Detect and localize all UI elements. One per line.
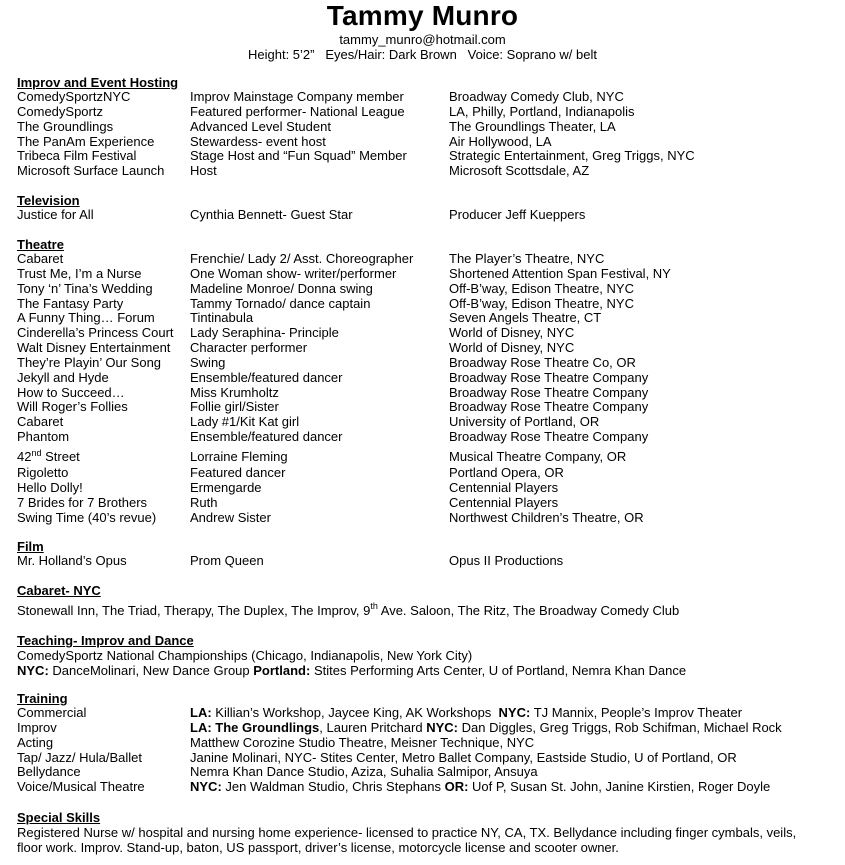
credit-title: Tony ‘n’ Tina’s Wedding [17, 280, 153, 296]
section-improv-hosting [17, 76, 832, 179]
credit-venue: Seven Angels Theatre, CT [449, 310, 602, 326]
credit-title: 7 Brides for 7 Brothers [17, 494, 148, 510]
credit-row [17, 135, 832, 150]
section-title-teaching: Teaching- Improv and Dance [17, 633, 194, 648]
section-special-skills [17, 811, 817, 855]
credit-row [17, 90, 832, 105]
credit-row [17, 466, 832, 481]
credit-row [17, 341, 832, 356]
credit-venue: University of Portland, OR [449, 414, 600, 430]
credit-row [17, 297, 832, 312]
credit-role: Ermengarde [190, 479, 262, 495]
theatre-credit-list [17, 252, 832, 445]
credit-venue: Broadway Rose Theatre Company [449, 429, 649, 445]
credit-role: Stage Host and “Fun Squad” Member [190, 148, 407, 164]
special-skills-text: Registered Nurse w/ hospital and nursing home experience- licensed to practice NY, CA, TX. Bellydance including finger cymbals, veils, floor work. Improv. Stand-up, baton, US passport, driver’s license, motorcycle license and scooter owner. [17, 825, 797, 855]
physical-stats: Height: 5’2” Eyes/Hair: Dark Brown Voice: Soprano w/ belt [248, 47, 597, 62]
credit-venue: Producer Jeff Kueppers [449, 207, 586, 222]
credit-role: Host [190, 163, 217, 179]
credit-venue: LA, Philly, Portland, Indianapolis [449, 103, 635, 119]
section-title-skills: Special Skills [17, 810, 101, 825]
training-label: Tap/ Jazz/ Hula/Ballet [17, 749, 143, 765]
credit-row [17, 356, 832, 371]
credit-role: Lady Seraphina- Principle [190, 325, 339, 341]
training-detail: LA: Killian’s Workshop, Jaycee King, AK Workshops NYC: TJ Mannix, People’s Improv Theater [190, 705, 743, 720]
teaching-line-1: ComedySportz National Championships (Chicago, Indianapolis, New York City) [17, 648, 473, 663]
credit-venue: Broadway Rose Theatre Company [449, 399, 649, 415]
credit-role: Advanced Level Student [190, 118, 331, 134]
credit-row [17, 208, 832, 223]
training-detail: Matthew Corozine Studio Theatre, Meisner Technique, NYC [190, 734, 535, 750]
credit-role: Lorraine Fleming [190, 448, 288, 464]
credit-title: ComedySportzNYC [17, 89, 131, 104]
training-row-acting [17, 736, 832, 751]
credit-role: Improv Mainstage Company member [190, 89, 404, 104]
credit-venue: Shortened Attention Span Festival, NY [449, 265, 671, 281]
credit-title: 42nd Street [17, 447, 80, 464]
training-detail: NYC: Jen Waldman Studio, Chris Stephans OR: Uof P, Susan St. John, Janine Kirstien, Roger Doyle [190, 779, 771, 795]
credit-venue: Microsoft Scottsdale, AZ [449, 163, 590, 179]
credit-role: One Woman show- writer/performer [190, 265, 397, 281]
credit-venue: World of Disney, NYC [449, 340, 575, 356]
section-title-training: Training [17, 691, 68, 706]
section-film [17, 540, 832, 569]
training-label: Voice/Musical Theatre [17, 779, 145, 795]
credit-row [17, 371, 832, 386]
credit-role: Prom Queen [190, 553, 264, 568]
training-row-voice [17, 780, 832, 795]
section-television [17, 194, 832, 223]
credit-venue: Opus II Productions [449, 553, 564, 568]
credit-title: How to Succeed… [17, 384, 125, 400]
training-detail: Nemra Khan Dance Studio, Aziza, Suhalia Salmipor, Ansuya [190, 764, 538, 780]
film-credit-list [17, 554, 832, 569]
credit-role: Featured performer- National League [190, 103, 405, 119]
credit-venue: The Groundlings Theater, LA [449, 118, 616, 134]
credit-row [17, 311, 832, 326]
credit-venue: Air Hollywood, LA [449, 133, 552, 149]
cabaret-venues: Stonewall Inn, The Triad, Therapy, The Duplex, The Improv, 9th Ave. Saloon, The Ritz, The Broadway Comedy Club [17, 601, 680, 618]
credit-role: Ruth [190, 494, 218, 510]
credit-title: Mr. Holland’s Opus [17, 553, 127, 568]
credit-role: Miss Krumholtz [190, 384, 279, 400]
credit-row [17, 445, 832, 466]
training-detail: Janine Molinari, NYC- Stites Center, Metro Ballet Company, Eastside Studio, U of Portland, OR [190, 749, 737, 765]
credit-venue: Strategic Entertainment, Greg Triggs, NYC [449, 148, 695, 164]
section-title-theatre: Theatre [17, 237, 64, 252]
training-label: Bellydance [17, 764, 81, 780]
credit-title: The Groundlings [17, 118, 114, 134]
credit-row [17, 554, 832, 569]
email-address: tammy_munro@hotmail.com [339, 32, 506, 47]
credit-title: Cinderella’s Princess Court [17, 325, 174, 341]
credit-role: Ensemble/featured dancer [190, 369, 343, 385]
section-cabaret [17, 584, 832, 618]
credit-role: Tintinabula [190, 310, 254, 326]
credit-row [17, 149, 832, 164]
credit-title: Microsoft Surface Launch [17, 163, 165, 179]
credit-title: Phantom [17, 429, 70, 445]
credit-role: Madeline Monroe/ Donna swing [190, 280, 373, 296]
credit-row [17, 430, 832, 445]
credit-venue: Broadway Rose Theatre Company [449, 384, 649, 400]
training-label: Acting [17, 734, 54, 750]
improv-credit-list [17, 90, 832, 179]
credit-title: Will Roger’s Follies [17, 399, 128, 415]
credit-venue: Portland Opera, OR [449, 464, 564, 480]
credit-venue: Centennial Players [449, 494, 559, 510]
credit-title: Hello Dolly! [17, 479, 83, 495]
section-theatre [17, 238, 832, 525]
training-detail: LA: The Groundlings, Lauren Pritchard NYC: Dan Diggles, Greg Triggs, Rob Schifman, Michael Rock [190, 719, 782, 735]
credit-role: Frenchie/ Lady 2/ Asst. Choreographer [190, 251, 414, 266]
credit-row [17, 386, 832, 401]
teaching-line-2: NYC: DanceMolinari, New Dance Group Portland: Stites Performing Arts Center, U of Portland, Nemra Khan Dance [17, 663, 687, 678]
credit-title: The Fantasy Party [17, 295, 124, 311]
credit-row [17, 326, 832, 341]
resume-header [0, 0, 845, 62]
training-label: Improv [17, 719, 57, 735]
credit-role: Character performer [190, 340, 308, 356]
credit-venue: Off-B’way, Edison Theatre, NYC [449, 295, 634, 311]
credit-venue: Broadway Rose Theatre Co, OR [449, 354, 636, 370]
credit-title: ComedySportz [17, 103, 103, 119]
credit-title: Trust Me, I’m a Nurse [17, 265, 142, 281]
credit-title: Jekyll and Hyde [17, 369, 109, 385]
credit-venue: Off-B’way, Edison Theatre, NYC [449, 280, 634, 296]
credit-role: Swing [190, 354, 226, 370]
credit-role: Cynthia Bennett- Guest Star [190, 207, 353, 222]
section-title-improv: Improv and Event Hosting [17, 75, 179, 90]
credit-role: Featured dancer [190, 464, 286, 480]
section-training [17, 692, 832, 795]
credit-title: A Funny Thing… Forum [17, 310, 155, 326]
credit-title: Cabaret [17, 414, 64, 430]
credit-role: Follie girl/Sister [190, 399, 279, 415]
credit-title: They’re Playin’ Our Song [17, 354, 162, 370]
credit-venue: World of Disney, NYC [449, 325, 575, 341]
credit-venue: Broadway Rose Theatre Company [449, 369, 649, 385]
training-row-improv [17, 721, 832, 736]
theatre-credit-list-continued [17, 466, 832, 525]
credit-row [17, 267, 832, 282]
credit-venue: Northwest Children’s Theatre, OR [449, 509, 644, 525]
credit-row [17, 400, 832, 415]
credit-title: The PanAm Experience [17, 133, 155, 149]
credit-row [17, 164, 832, 179]
credit-row [17, 282, 832, 297]
credit-title: Cabaret [17, 251, 64, 266]
section-teaching [17, 634, 832, 678]
credit-role: Stewardess- event host [190, 133, 326, 149]
credit-row [17, 496, 832, 511]
credit-title: Tribeca Film Festival [17, 148, 137, 164]
performer-name: Tammy Munro [326, 0, 519, 31]
credit-title: Justice for All [17, 207, 94, 222]
credit-venue: Centennial Players [449, 479, 559, 495]
section-title-cabaret: Cabaret- NYC [17, 583, 101, 598]
credit-row [17, 481, 832, 496]
training-row-tap [17, 751, 832, 766]
credit-row [17, 252, 832, 267]
credit-role: Tammy Tornado/ dance captain [190, 295, 371, 311]
credit-role: Lady #1/Kit Kat girl [190, 414, 300, 430]
credit-row [17, 511, 832, 526]
credit-venue: Musical Theatre Company, OR [449, 448, 627, 464]
section-title-film: Film [17, 539, 44, 554]
credit-role: Ensemble/featured dancer [190, 429, 343, 445]
credit-title: Walt Disney Entertainment [17, 340, 171, 356]
television-credit-list [17, 208, 832, 223]
training-row-bellydance [17, 765, 832, 780]
training-label: Commercial [17, 705, 87, 720]
credit-row [17, 105, 832, 120]
credit-role: Andrew Sister [190, 509, 271, 525]
training-row-commercial [17, 706, 832, 721]
credit-title: Swing Time (40’s revue) [17, 509, 157, 525]
section-title-television: Television [17, 193, 80, 208]
credit-row [17, 120, 832, 135]
credit-venue: The Player’s Theatre, NYC [449, 251, 605, 266]
credit-title: Rigoletto [17, 464, 69, 480]
credit-row [17, 415, 832, 430]
credit-venue: Broadway Comedy Club, NYC [449, 89, 624, 104]
